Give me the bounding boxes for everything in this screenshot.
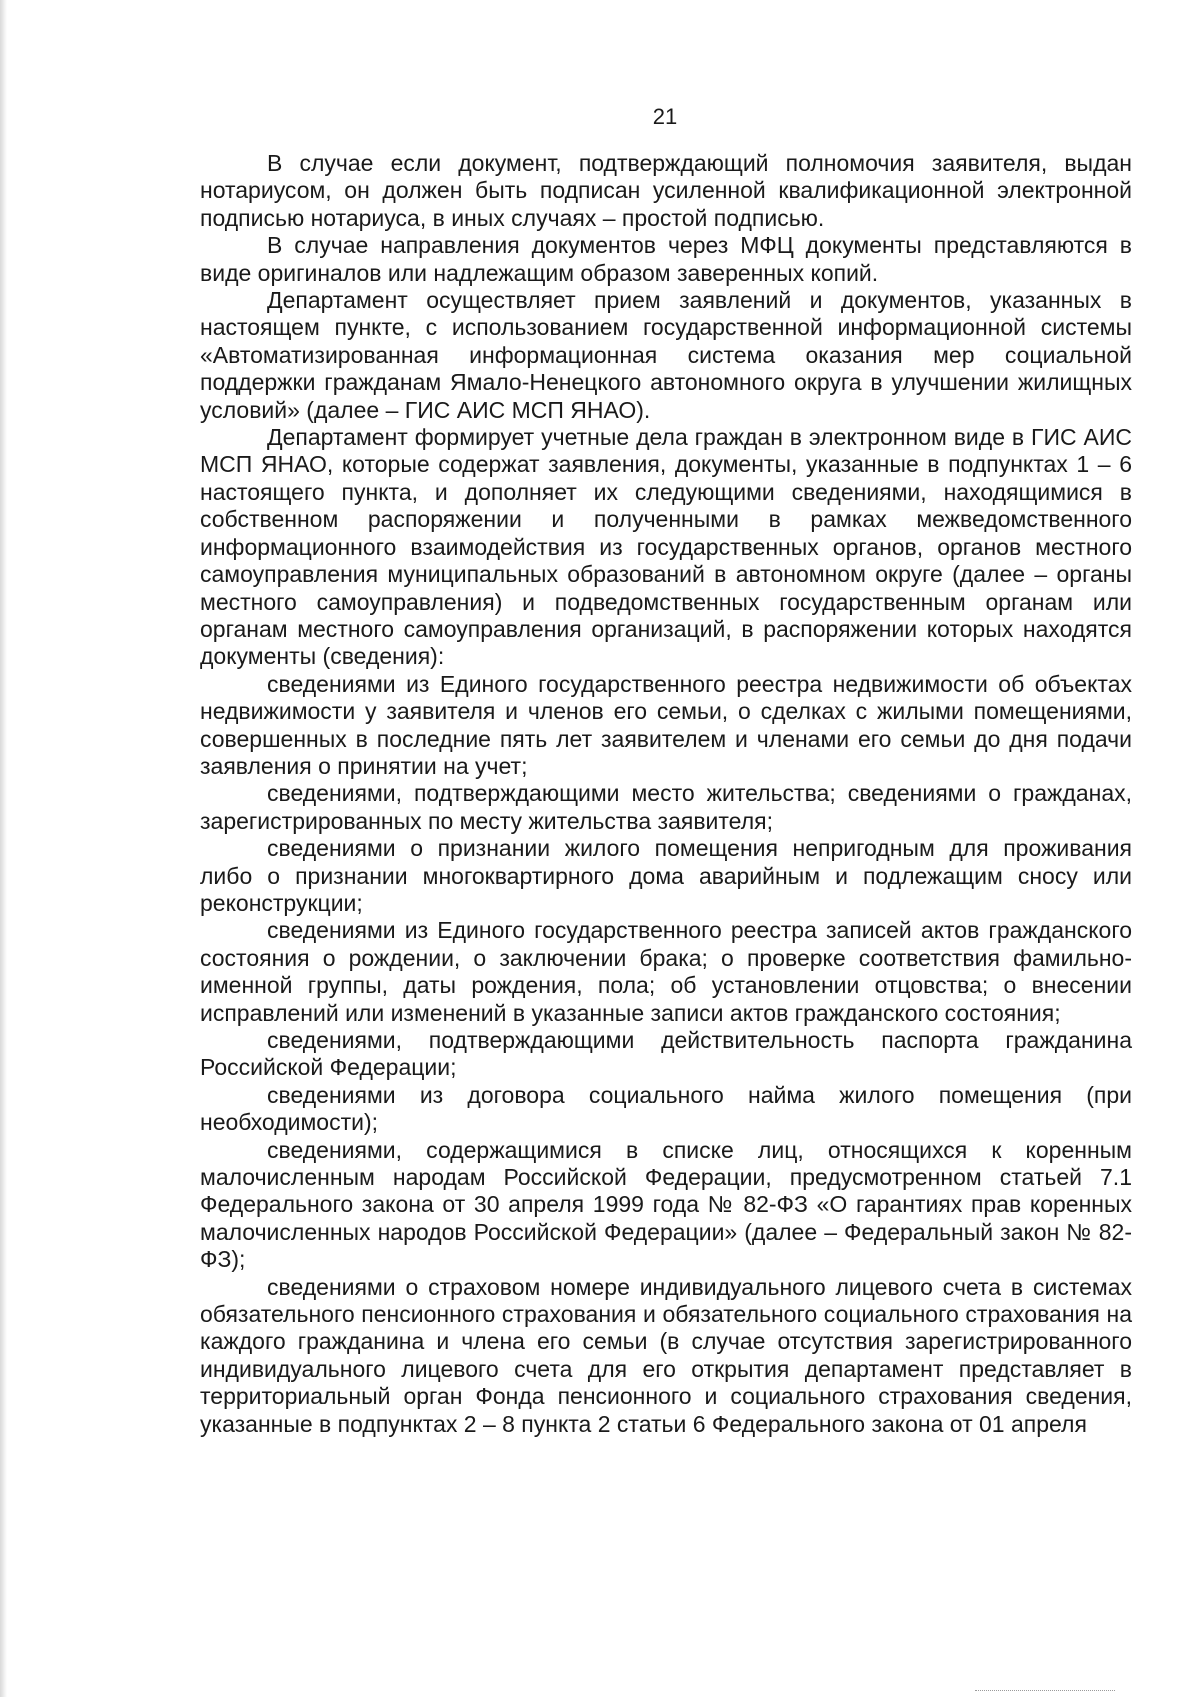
paragraph-gis-reception: Департамент осуществляет прием заявлений и документов, указанных в настоящем пункте, с использованием государственной информационной системы «Автоматизированная информационная система оказания мер социальной поддержки гражданам Ямало-Ненецкого автономного округа в улучшении жилищных условий» (далее – ГИС АИС МСП ЯНАО). [200,287,1132,423]
paragraph-social-lease: сведениями из договора социального найма жилого помещения (при необходимости); [200,1081,1132,1136]
scan-edge-shadow [0,0,7,1697]
paragraph-real-estate-registry: сведениями из Единого государственного реестра недвижимости об объектах недвижимости у заявителя и членов его семьи, о сделках с жилыми помещениями, совершенных в последние пять лет заявителем и членами его семьи до дня подачи заявления о принятии на учет; [200,670,1132,779]
paragraph-mfc-documents: В случае направления документов через МФЦ документы представляются в виде оригиналов или надлежащим образом заверенных копий. [200,232,1132,286]
paragraph-notary-signature: В случае если документ, подтверждающий полномочия заявителя, выдан нотариусом, он должен быть подписан усиленной квалификационной электронной подписью нотариуса, в иных случаях – простой подписью. [200,150,1132,231]
page-number: 21 [652,104,678,129]
paragraph-passport: сведениями, подтверждающими действительность паспорта гражданина Российской Федерации; [200,1027,1132,1081]
paragraph-account-files: Департамент формирует учетные дела граждан в электронном виде в ГИС АИС МСП ЯНАО, которые содержат заявления, документы, указанные в подпунктах 1 – 6 настоящего пункта, и дополняет их следующими сведениями, находящимися в собственном распоряжении и полученными в рамках межведомственного информационного взаимодействия из государственных органов, органов местного самоуправления муниципальных образований в автономном округе (далее – органы местного самоуправления) и подведомственных государственным органам или органам местного самоуправления организаций, в распоряжении которых находятся документы (сведения): [200,424,1132,670]
paragraph-indigenous-peoples: сведениями, содержащимися в списке лиц, относящихся к коренным малочисленным народам Российской Федерации, предусмотренном статьей 7.1 Федерального закона от 30 апреля 1999 года № 82-ФЗ «О гарантиях прав коренных малочисленных народов Российской Федерации» (далее – Федеральный закон № 82-ФЗ); [200,1136,1132,1273]
paragraph-insurance-number: сведениями о страховом номере индивидуального лицевого счета в системах обязательного пенсионного страхования и обязательного социального страхования на каждого гражданина и члена его семьи (в случае отсутствия зарегистрированного индивидуального лицевого счета для его открытия департамент представляет в территориальный орган Фонда пенсионного и социального страхования сведения, указанные в подпунктах 2 – 8 пункта 2 статьи 6 Федерального закона от 01 апреля [200,1273,1132,1437]
scan-bottom-mark [975,1690,1115,1694]
paragraph-residence: сведениями, подтверждающими место жительства; сведениями о гражданах, зарегистрированных по месту жительства заявителя; [200,780,1132,834]
paragraph-unfit-housing: сведениями о признании жилого помещения непригодным для проживания либо о признании многоквартирного дома аварийным и подлежащим сносу или реконструкции; [200,835,1132,916]
paragraph-civil-registry: сведениями из Единого государственного реестра записей актов гражданского состояния о рождении, о заключении брака; о проверке соответствия фамильно-именной группы, даты рождения, пола; об установлении отцовства; о внесении исправлений или изменений в указанные записи актов гражданского состояния; [200,917,1132,1026]
document-body [200,150,1132,1438]
